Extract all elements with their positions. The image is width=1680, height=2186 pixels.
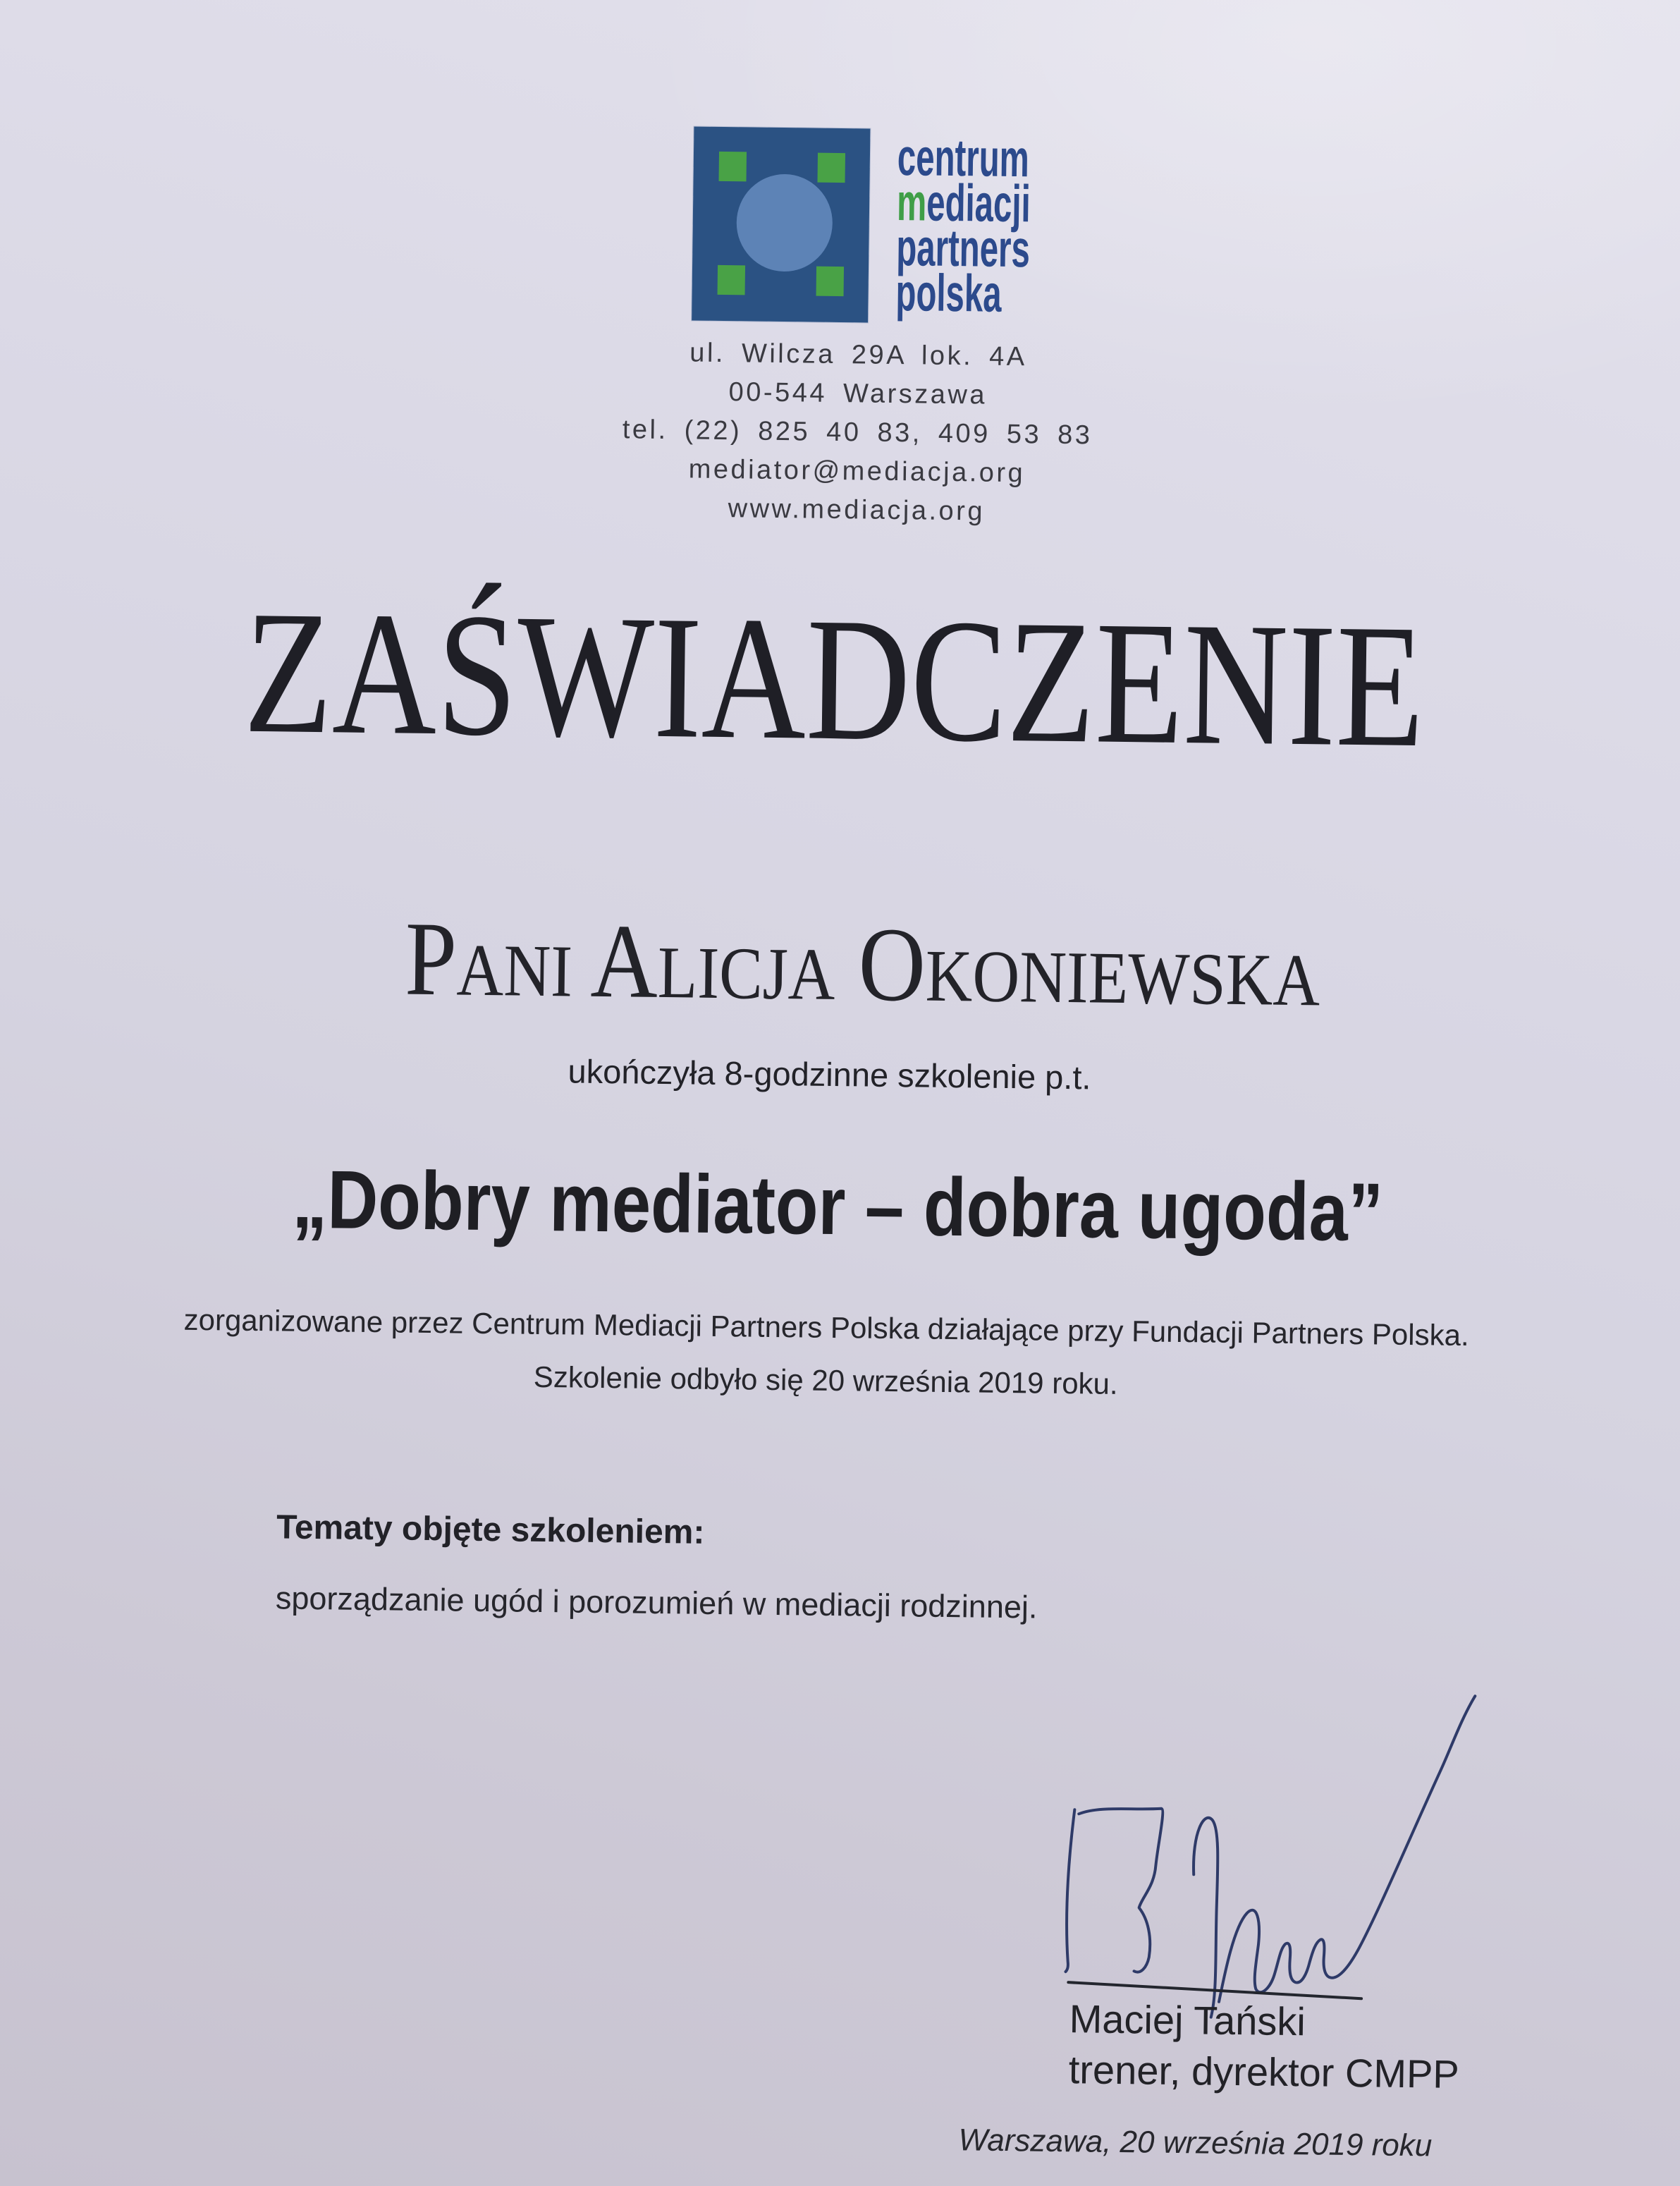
- signature-stroke: [1219, 1693, 1475, 2005]
- logo-wordmark: [895, 127, 1031, 323]
- signatory-name: Maciej Tański: [1069, 1996, 1306, 2044]
- topics-body: sporządzanie ugód i porozumień w mediacji rodzinnej.: [275, 1580, 1038, 1625]
- address-city: 00-544 Warszawa: [728, 377, 988, 410]
- address-email: mediator@mediacja.org: [688, 454, 1026, 489]
- recipient-name: Pani Alicja Okoniewska: [404, 900, 1321, 1029]
- logo-green-square: [719, 152, 747, 181]
- address-street: ul. Wilcza 29A lok. 4A: [689, 338, 1027, 372]
- logo-word-centrum: centrum: [897, 127, 1030, 188]
- signatory-role: trener, dyrektor CMPP: [1068, 2047, 1460, 2096]
- logo-green-square: [816, 267, 845, 296]
- signature-icon: [1022, 1673, 1505, 2032]
- organizer-line-1: zorganizowane przez Centrum Mediacji Partners Polska działające przy Fundacji Partners Polska.: [183, 1302, 1469, 1352]
- certificate-title: ZAŚWIADCZENIE: [243, 574, 1425, 785]
- address-block: [575, 332, 1141, 533]
- logo-word-mediacji-rest: ediacji: [926, 173, 1031, 233]
- cmpp-logo-icon: [692, 126, 870, 322]
- logo-accent-letter: m: [896, 172, 927, 232]
- logo-word-polska: polska: [895, 262, 1003, 323]
- address-phone: tel. (22) 825 40 83, 409 53 83: [622, 415, 1093, 451]
- organizer-paragraph: [0, 1290, 1667, 1417]
- address-website: www.mediacja.org: [728, 494, 986, 527]
- signature-stroke: [1191, 1818, 1218, 2017]
- logo-word-partners: partners: [895, 217, 1031, 279]
- logo-green-square: [718, 265, 746, 295]
- signature-stroke: [1077, 1807, 1163, 1972]
- place-and-date: Warszawa, 20 września 2019 roku: [958, 2123, 1433, 2163]
- signature-stroke: [1066, 1809, 1075, 1972]
- completion-line: ukończyła 8-godzinne szkolenie p.t.: [568, 1052, 1091, 1097]
- topics-heading: Tematy objęte szkoleniem:: [276, 1508, 705, 1551]
- course-title: „Dobry mediator – dobra ugoda”: [291, 1152, 1384, 1259]
- organizer-line-2: Szkolenie odbyło się 20 września 2019 roku.: [533, 1360, 1118, 1400]
- logo-green-square: [818, 153, 846, 183]
